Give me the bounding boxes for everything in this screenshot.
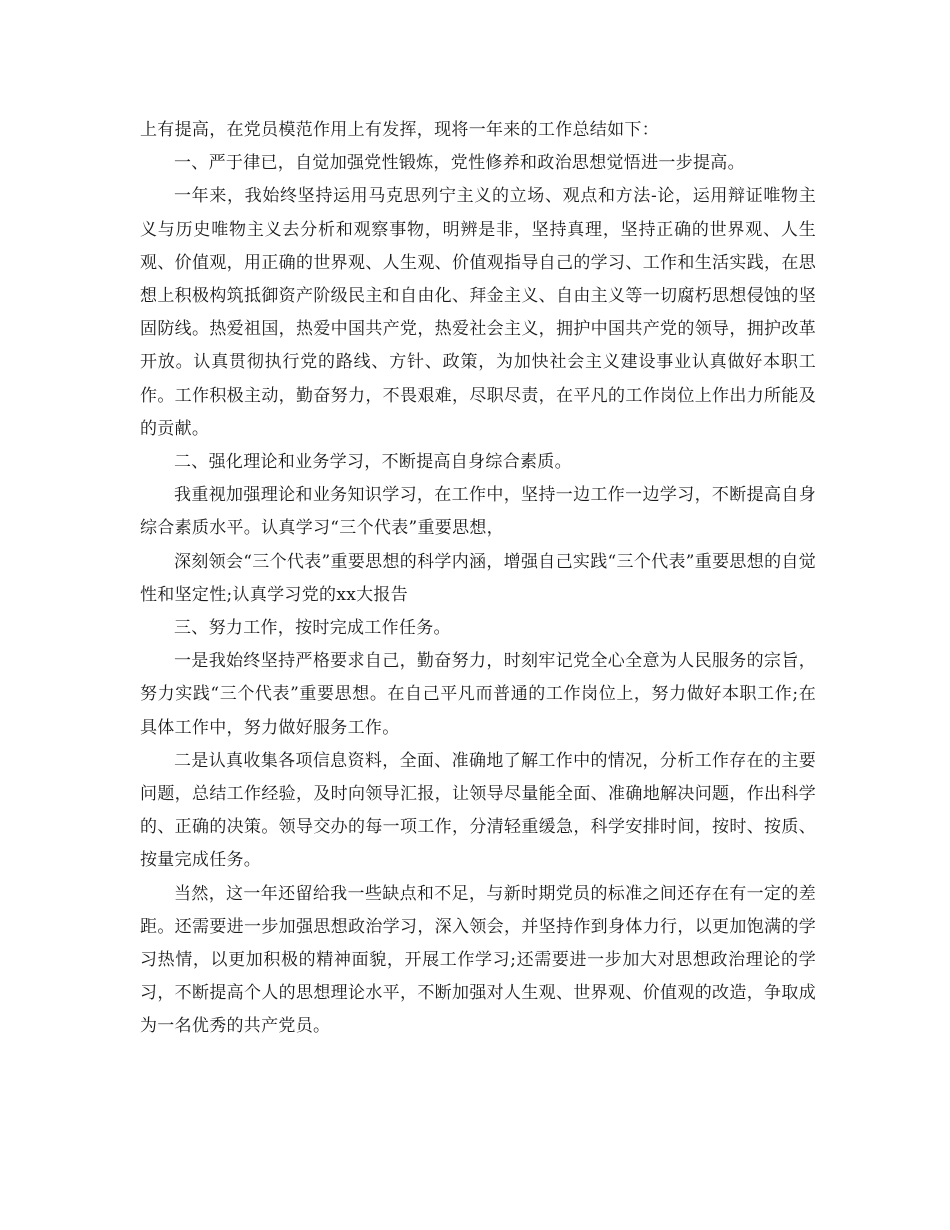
paragraph: 二是认真收集各项信息资料，全面、准确地了解工作中的情况，分析工作存在的主要问题，总结工作经验，及时向领导汇报，让领导尽量能全面、准确地解决问题，作出科学的、正确的决策。领导交办的每一项工作，分清轻重缓急，科学安排时间，按时、按质、按量完成任务。: [140, 750, 816, 871]
section-heading-1: 一、严于律已，自觉加强党性锻炼，党性修养和政治思想觉悟进一步提高。: [174, 153, 745, 174]
section-heading-3: 三、努力工作，按时完成工作任务。: [174, 618, 451, 639]
paragraph: 我重视加强理论和业务知识学习，在工作中，坚持一边工作一边学习，不断提高自身综合素质水平。认真学习“三个代表”重要思想，: [140, 485, 816, 539]
paragraph: 当然，这一年还留给我一些缺点和不足，与新时期党员的标准之间还存在有一定的差距。还需要进一步加强思想政治学习，深入领会，并坚持作到身体力行，以更加饱满的学习热情，以更加积极的精神面貌，开展工作学习;还需要进一步加大对思想政治理论的学习，不断提高个人的思想理论水平，不断加强对人生观、世界观、价值观的改造，争取成为一名优秀的共产党员。: [140, 883, 816, 1037]
document-body: [140, 114, 816, 1044]
paragraph-continuation: 上有提高，在党员模范作用上有发挥，现将一年来的工作总结如下：: [140, 120, 659, 140]
paragraph: 深刻领会“三个代表”重要思想的科学内涵，增强自己实践“三个代表”重要思想的自觉性和坚定性;认真学习党的xx大报告: [140, 551, 816, 605]
paragraph: 一年来，我始终坚持运用马克思列宁主义的立场、观点和方法-论，运用辩证唯物主义与历史唯物主义去分析和观察事物，明辨是非，坚持真理，坚持正确的世界观、人生观、价值观，用正确的世界观、人生观、价值观指导自己的学习、工作和生活实践，在思想上积极构筑抵御资产阶级民主和自由化、拜金主义、自由主义等一切腐朽思想侵蚀的坚固防线。热爱祖国，热爱中国共产党，热爱社会主义，拥护中国共产党的领导，拥护改革开放。认真贯彻执行党的路线、方针、政策，为加快社会主义建设事业认真做好本职工作。工作积极主动，勤奋努力，不畏艰难，尽职尽责，在平凡的工作岗位上作出力所能及的贡献。: [140, 186, 816, 439]
section-heading-2: 二、强化理论和业务学习，不断提高自身综合素质。: [174, 452, 572, 473]
paragraph: 一是我始终坚持严格要求自己，勤奋努力，时刻牢记党全心全意为人民服务的宗旨，努力实践“三个代表”重要思想。在自己平凡而普通的工作岗位上，努力做好本职工作;在具体工作中，努力做好服务工作。: [140, 651, 816, 738]
